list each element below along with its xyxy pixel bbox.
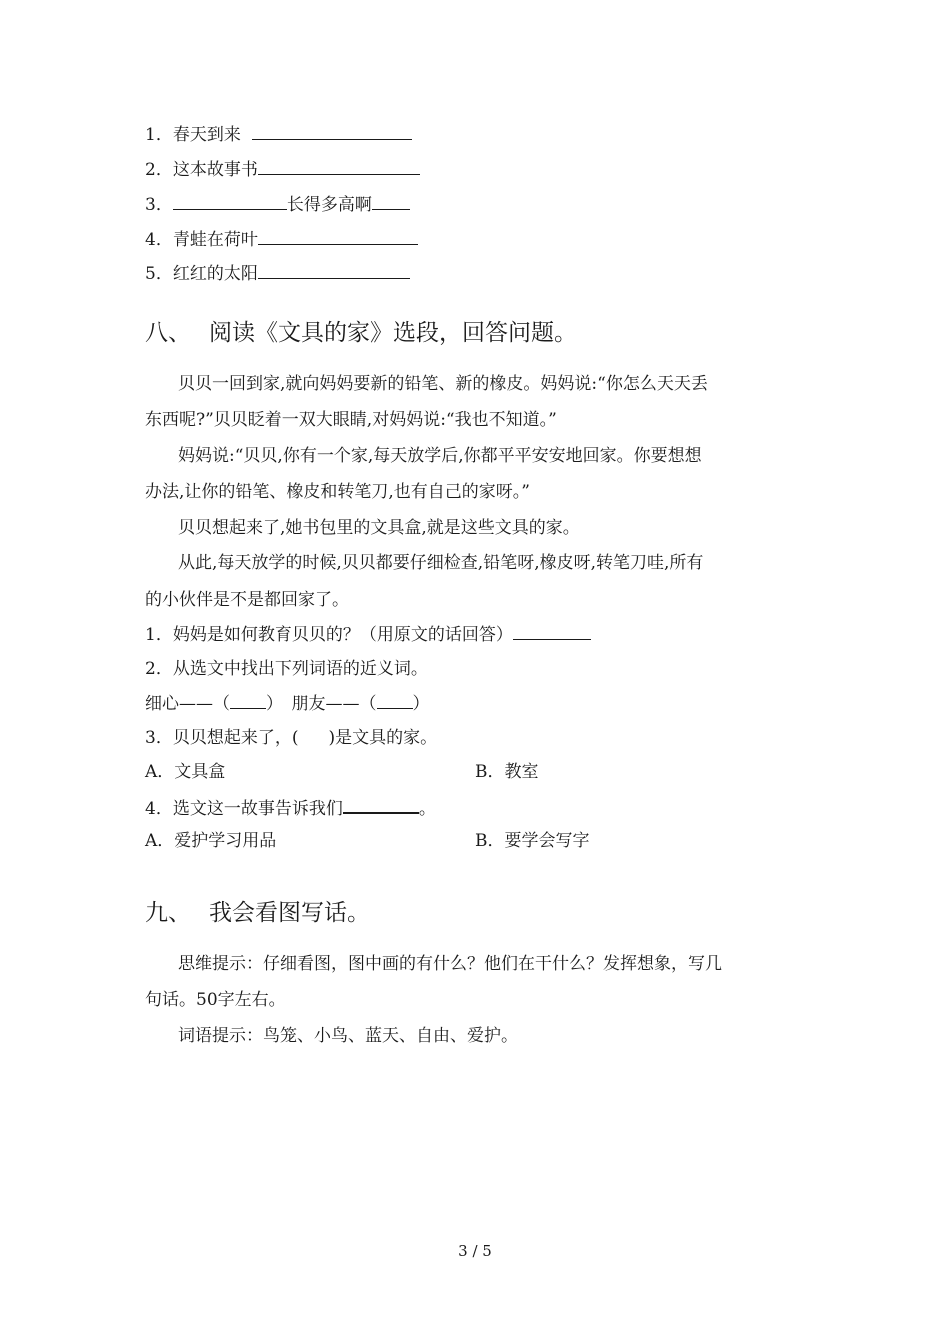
passage-line: 从此,每天放学的时候,贝贝都要仔细检查,铅笔呀,橡皮呀,转笔刀哇,所有 xyxy=(178,553,704,573)
answer-blank[interactable] xyxy=(258,157,420,175)
passage-line: 贝贝一回到家,就向妈妈要新的铅笔、新的橡皮。妈妈说:“你怎么天天丢 xyxy=(178,374,708,394)
question-text: 。 xyxy=(418,799,436,819)
question-2: 2．从选文中找出下列词语的近义词。 xyxy=(145,659,428,679)
item-text: 红红的太阳 xyxy=(172,264,258,284)
section-8-heading xyxy=(145,318,577,348)
item-text: 长得多高啊 xyxy=(286,195,372,215)
answer-blank[interactable] xyxy=(372,192,410,210)
word-hint: 词语提示：鸟笼、小鸟、蓝天、自由、爱护。 xyxy=(178,1026,518,1046)
passage-line: 办法,让你的铅笔、橡皮和转笔刀,也有自己的家呀。” xyxy=(145,482,530,502)
item-text: 这本故事书 xyxy=(172,160,258,180)
passage-line: 的小伙伴是不是都回家了。 xyxy=(145,590,349,610)
fill-item-4 xyxy=(145,227,418,252)
section-9-heading xyxy=(145,898,370,928)
fill-item-3 xyxy=(145,192,410,217)
section-title: 我会看图写话。 xyxy=(209,900,370,926)
question-3-option-b[interactable]: B．教室 xyxy=(475,762,539,782)
question-text: 4．选文这一故事告诉我们 xyxy=(145,799,343,819)
answer-blank[interactable] xyxy=(258,227,418,245)
section-number: 八、 xyxy=(145,320,191,346)
fill-item-5 xyxy=(145,261,410,286)
question-text: )是文具的家。 xyxy=(328,728,438,748)
question-4 xyxy=(145,795,436,821)
item-text: 春天到来 xyxy=(172,125,241,145)
item-number: 4． xyxy=(145,230,173,250)
question-text: 3．贝贝想起来了，( xyxy=(145,728,299,748)
passage-line: 妈妈说:“贝贝,你有一个家,每天放学后,你都平平安安地回家。你要想想 xyxy=(178,446,702,466)
fill-item-1 xyxy=(145,122,412,147)
question-4-option-b[interactable]: B．要学会写字 xyxy=(475,831,590,851)
item-number: 1． xyxy=(145,125,173,145)
question-3-option-a[interactable]: A．文具盒 xyxy=(145,762,226,782)
question-1 xyxy=(145,622,591,647)
word-label: ） xyxy=(412,694,430,714)
section-number: 九、 xyxy=(145,900,191,926)
section-title: 阅读《文具的家》选段，回答问题。 xyxy=(209,320,577,346)
item-number: 5． xyxy=(145,264,173,284)
answer-blank[interactable] xyxy=(513,622,591,640)
word-label: 细心——（ xyxy=(145,694,230,714)
page-number: 3 / 5 xyxy=(458,1242,492,1260)
word-label: ） 朋友——（ xyxy=(266,694,377,714)
answer-blank[interactable] xyxy=(258,261,410,279)
fill-item-2 xyxy=(145,157,420,182)
answer-blank[interactable] xyxy=(343,795,419,814)
passage-line: 贝贝想起来了,她书包里的文具盒,就是这些文具的家。 xyxy=(178,518,580,538)
answer-blank[interactable] xyxy=(230,691,266,709)
item-number: 2． xyxy=(145,160,173,180)
answer-blank[interactable] xyxy=(173,192,287,210)
question-4-option-a[interactable]: A．爱护学习用品 xyxy=(145,831,277,851)
hint-line: 思维提示：仔细看图，图中画的有什么？他们在干什么？发挥想象，写几 xyxy=(178,954,722,974)
answer-blank[interactable] xyxy=(377,691,413,709)
item-number: 3． xyxy=(145,195,173,215)
question-3 xyxy=(145,726,437,750)
question-2-words xyxy=(145,691,430,716)
hint-line: 句话。50字左右。 xyxy=(145,990,286,1010)
answer-blank[interactable] xyxy=(252,122,412,140)
item-text: 青蛙在荷叶 xyxy=(172,230,258,250)
question-text: 1．妈妈是如何教育贝贝的？（用原文的话回答） xyxy=(145,625,513,645)
passage-line: 东西呢?”贝贝眨着一双大眼睛,对妈妈说:“我也不知道。” xyxy=(145,410,557,430)
